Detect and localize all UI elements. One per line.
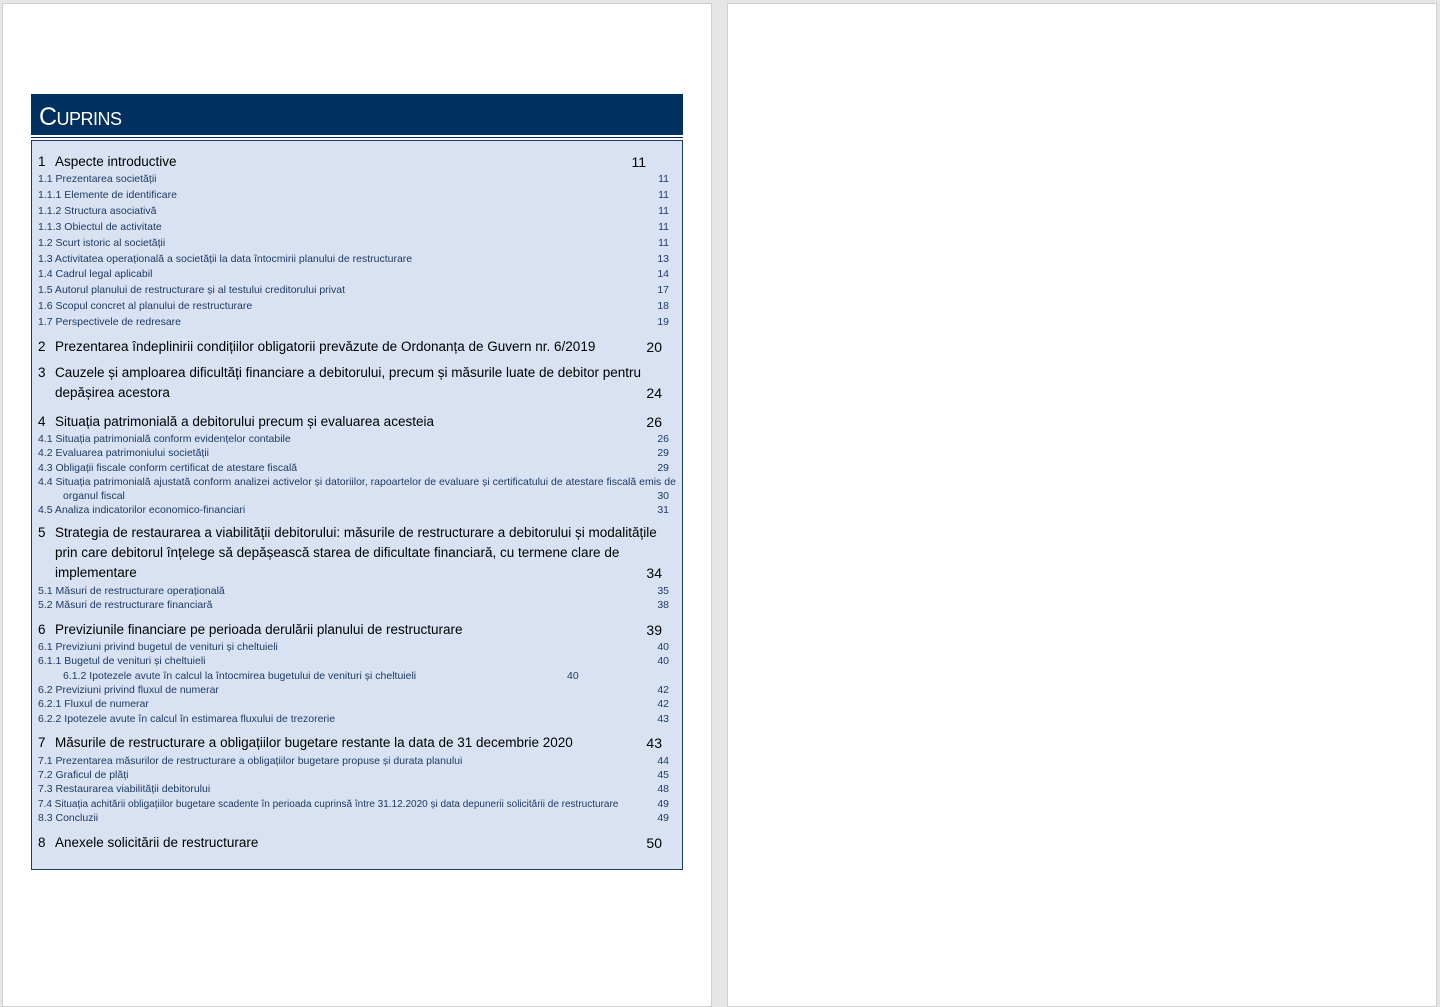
toc-heading-text: Anexele solicitării de restructurare (55, 835, 259, 850)
toc-entry-page: 18 (657, 300, 669, 312)
toc-heading-text: Măsurile de restructurare a obligațiilor bugetare restante la data de 31 decembrie 2020 (55, 735, 573, 750)
toc-heading-text: Cauzele și amploarea dificultăți financiare a debitorului, precum și măsurile luate de debitor pentru (55, 365, 642, 380)
toc-entry-page: 11 (658, 221, 669, 233)
toc-entry-page: 14 (657, 268, 669, 280)
toc-entry-page: 40 (567, 670, 579, 682)
toc-entry-label: 4.1 Situația patrimonială conform evidențelor contabile (38, 433, 291, 445)
toc-entry-page: 49 (657, 798, 669, 810)
toc-entry-label: 1.4 Cadrul legal aplicabil (38, 268, 153, 280)
toc-entry-label-line2: organul fiscal (63, 490, 125, 502)
toc-entry-page: 29 (657, 447, 669, 459)
toc-entry-page: 30 (657, 490, 669, 502)
toc-entry-label: 6.1.1 Bugetul de venituri și cheltuieli (38, 655, 206, 667)
toc-entry-page: 13 (657, 253, 669, 265)
toc-heading-text: Situația patrimonială a debitorului precum și evaluarea acesteia (55, 414, 434, 429)
toc-heading-number: 2 (38, 339, 46, 354)
table-of-contents (31, 140, 683, 870)
toc-entry-label: 4.2 Evaluarea patrimoniului societății (38, 447, 210, 459)
toc-heading-number: 6 (38, 622, 46, 637)
toc-entry-page: 26 (657, 433, 669, 445)
toc-entry-label: 4.4 Situația patrimonială ajustată conform analizei activelor și datoriilor, rapoartelor de evaluare și certificatului de atestare fiscală emis de (38, 476, 676, 488)
toc-entry-label: 5.2 Măsuri de restructurare financiară (38, 599, 213, 611)
toc-entry-label: 6.1.2 Ipotezele avute în calcul la întocmirea bugetului de venituri și cheltuieli (63, 670, 417, 682)
toc-header-rule (31, 137, 683, 138)
toc-heading-number: 8 (38, 835, 46, 850)
toc-entry-page: 29 (657, 462, 669, 474)
toc-entry-page: 11 (658, 189, 669, 201)
toc-heading-text: Strategia de restaurarea a viabilității debitorului: măsurile de restructurare a debitorului și modalitățile (55, 525, 657, 540)
toc-entry-page: 31 (657, 504, 669, 516)
document-page-left (2, 3, 712, 1007)
toc-title: Cuprins (39, 103, 122, 131)
toc-entry-page: 44 (657, 755, 669, 767)
toc-entry-label: 7.3 Restaurarea viabilității debitorului (38, 783, 211, 795)
toc-heading-text: Prezentarea îndeplinirii condițiilor obligatorii prevăzute de Ordonanța de Guvern nr. 6/2019 (55, 339, 596, 354)
toc-heading-page: 20 (646, 339, 662, 355)
toc-heading-page: 50 (646, 835, 662, 851)
toc-heading[interactable] (38, 523, 662, 585)
toc-heading-page: 43 (646, 735, 662, 751)
toc-heading-number: 5 (38, 525, 46, 540)
toc-entry-page: 35 (657, 585, 669, 597)
toc-entry-label: 8.3 Concluzii (38, 812, 99, 824)
toc-entry-label: 4.3 Obligații fiscale conform certificat de atestare fiscală (38, 462, 298, 474)
toc-heading-text-line2: prin care debitorul înțelege să depășească starea de dificultate financiară, cu termene clare de (55, 545, 620, 560)
toc-entry-page: 42 (657, 698, 669, 710)
toc-entry-label: 6.2.2 Ipotezele avute în calcul în estimarea fluxului de trezorerie (38, 713, 336, 725)
toc-entry-page: 43 (657, 713, 669, 725)
toc-entry-page: 17 (657, 284, 669, 296)
toc-entry-page: 38 (657, 599, 669, 611)
toc-entry-page: 40 (657, 641, 669, 653)
toc-heading-text-line2: depășirea acestora (55, 385, 170, 400)
toc-entry-label: 1.6 Scopul concret al planului de restructurare (38, 300, 253, 312)
toc-heading-page: 11 (631, 154, 646, 170)
toc-entry-page: 11 (658, 237, 669, 249)
toc-entry-page: 40 (657, 655, 669, 667)
toc-entry-label: 7.1 Prezentarea măsurilor de restructurare a obligațiilor bugetare propuse și durata planului (38, 755, 463, 767)
toc-entry-label: 6.1 Previziuni privind bugetul de venituri și cheltuieli (38, 641, 278, 653)
document-page-right (727, 3, 1437, 1007)
toc-heading[interactable] (38, 363, 662, 405)
toc-heading-text-line3: implementare (55, 565, 137, 580)
toc-heading-page: 34 (646, 565, 662, 581)
toc-entry-page: 49 (657, 812, 669, 824)
toc-header-bar (31, 94, 683, 135)
toc-heading-page: 39 (646, 622, 662, 638)
toc-entry-label: 1.5 Autorul planului de restructurare și al testului creditorului privat (38, 284, 345, 296)
toc-entry-label: 7.2 Graficul de plăți (38, 769, 129, 781)
toc-entry-label: 7.4 Situația achitării obligațiilor bugetare scadente în perioada cuprinsă între 31.12.2020 și data depunerii solicitării de restructurare (38, 799, 619, 810)
toc-heading-text: Aspecte introductive (55, 154, 177, 169)
toc-entry-label: 1.1.2 Structura asociativă (38, 205, 157, 217)
toc-entry-label: 1.2 Scurt istoric al societății (38, 237, 166, 249)
toc-heading-number: 7 (38, 735, 46, 750)
toc-entry[interactable] (38, 476, 676, 504)
toc-entry-label: 1.1.3 Obiectul de activitate (38, 221, 162, 233)
toc-entry-label: 1.7 Perspectivele de redresare (38, 316, 181, 328)
toc-entry-page: 19 (657, 316, 669, 328)
toc-entry-page: 11 (658, 173, 669, 185)
toc-entry-label: 6.2.1 Fluxul de numerar (38, 698, 149, 710)
toc-heading-number: 4 (38, 414, 46, 429)
toc-heading-text: Previziunile financiare pe perioada derulării planului de restructurare (55, 622, 463, 637)
toc-entry-label: 1.1.1 Elemente de identificare (38, 189, 177, 201)
toc-entry-label: 5.1 Măsuri de restructurare operațională (38, 585, 225, 597)
toc-entry-label: 4.5 Analiza indicatorilor economico-financiari (38, 504, 246, 516)
toc-heading-number: 3 (38, 365, 46, 380)
toc-heading-number: 1 (38, 154, 46, 169)
toc-entry-page: 11 (658, 205, 669, 217)
toc-entry-label: 6.2 Previziuni privind fluxul de numerar (38, 684, 219, 696)
toc-entry-label: 1.3 Activitatea operațională a societății la data întocmirii planului de restructurare (38, 253, 413, 265)
toc-entry-page: 42 (657, 684, 669, 696)
toc-entry-page: 48 (657, 783, 669, 795)
toc-heading-page: 24 (646, 385, 662, 401)
toc-entry-label: 1.1 Prezentarea societății (38, 173, 157, 185)
toc-heading-page: 26 (646, 414, 662, 430)
toc-entry-page: 45 (657, 769, 669, 781)
